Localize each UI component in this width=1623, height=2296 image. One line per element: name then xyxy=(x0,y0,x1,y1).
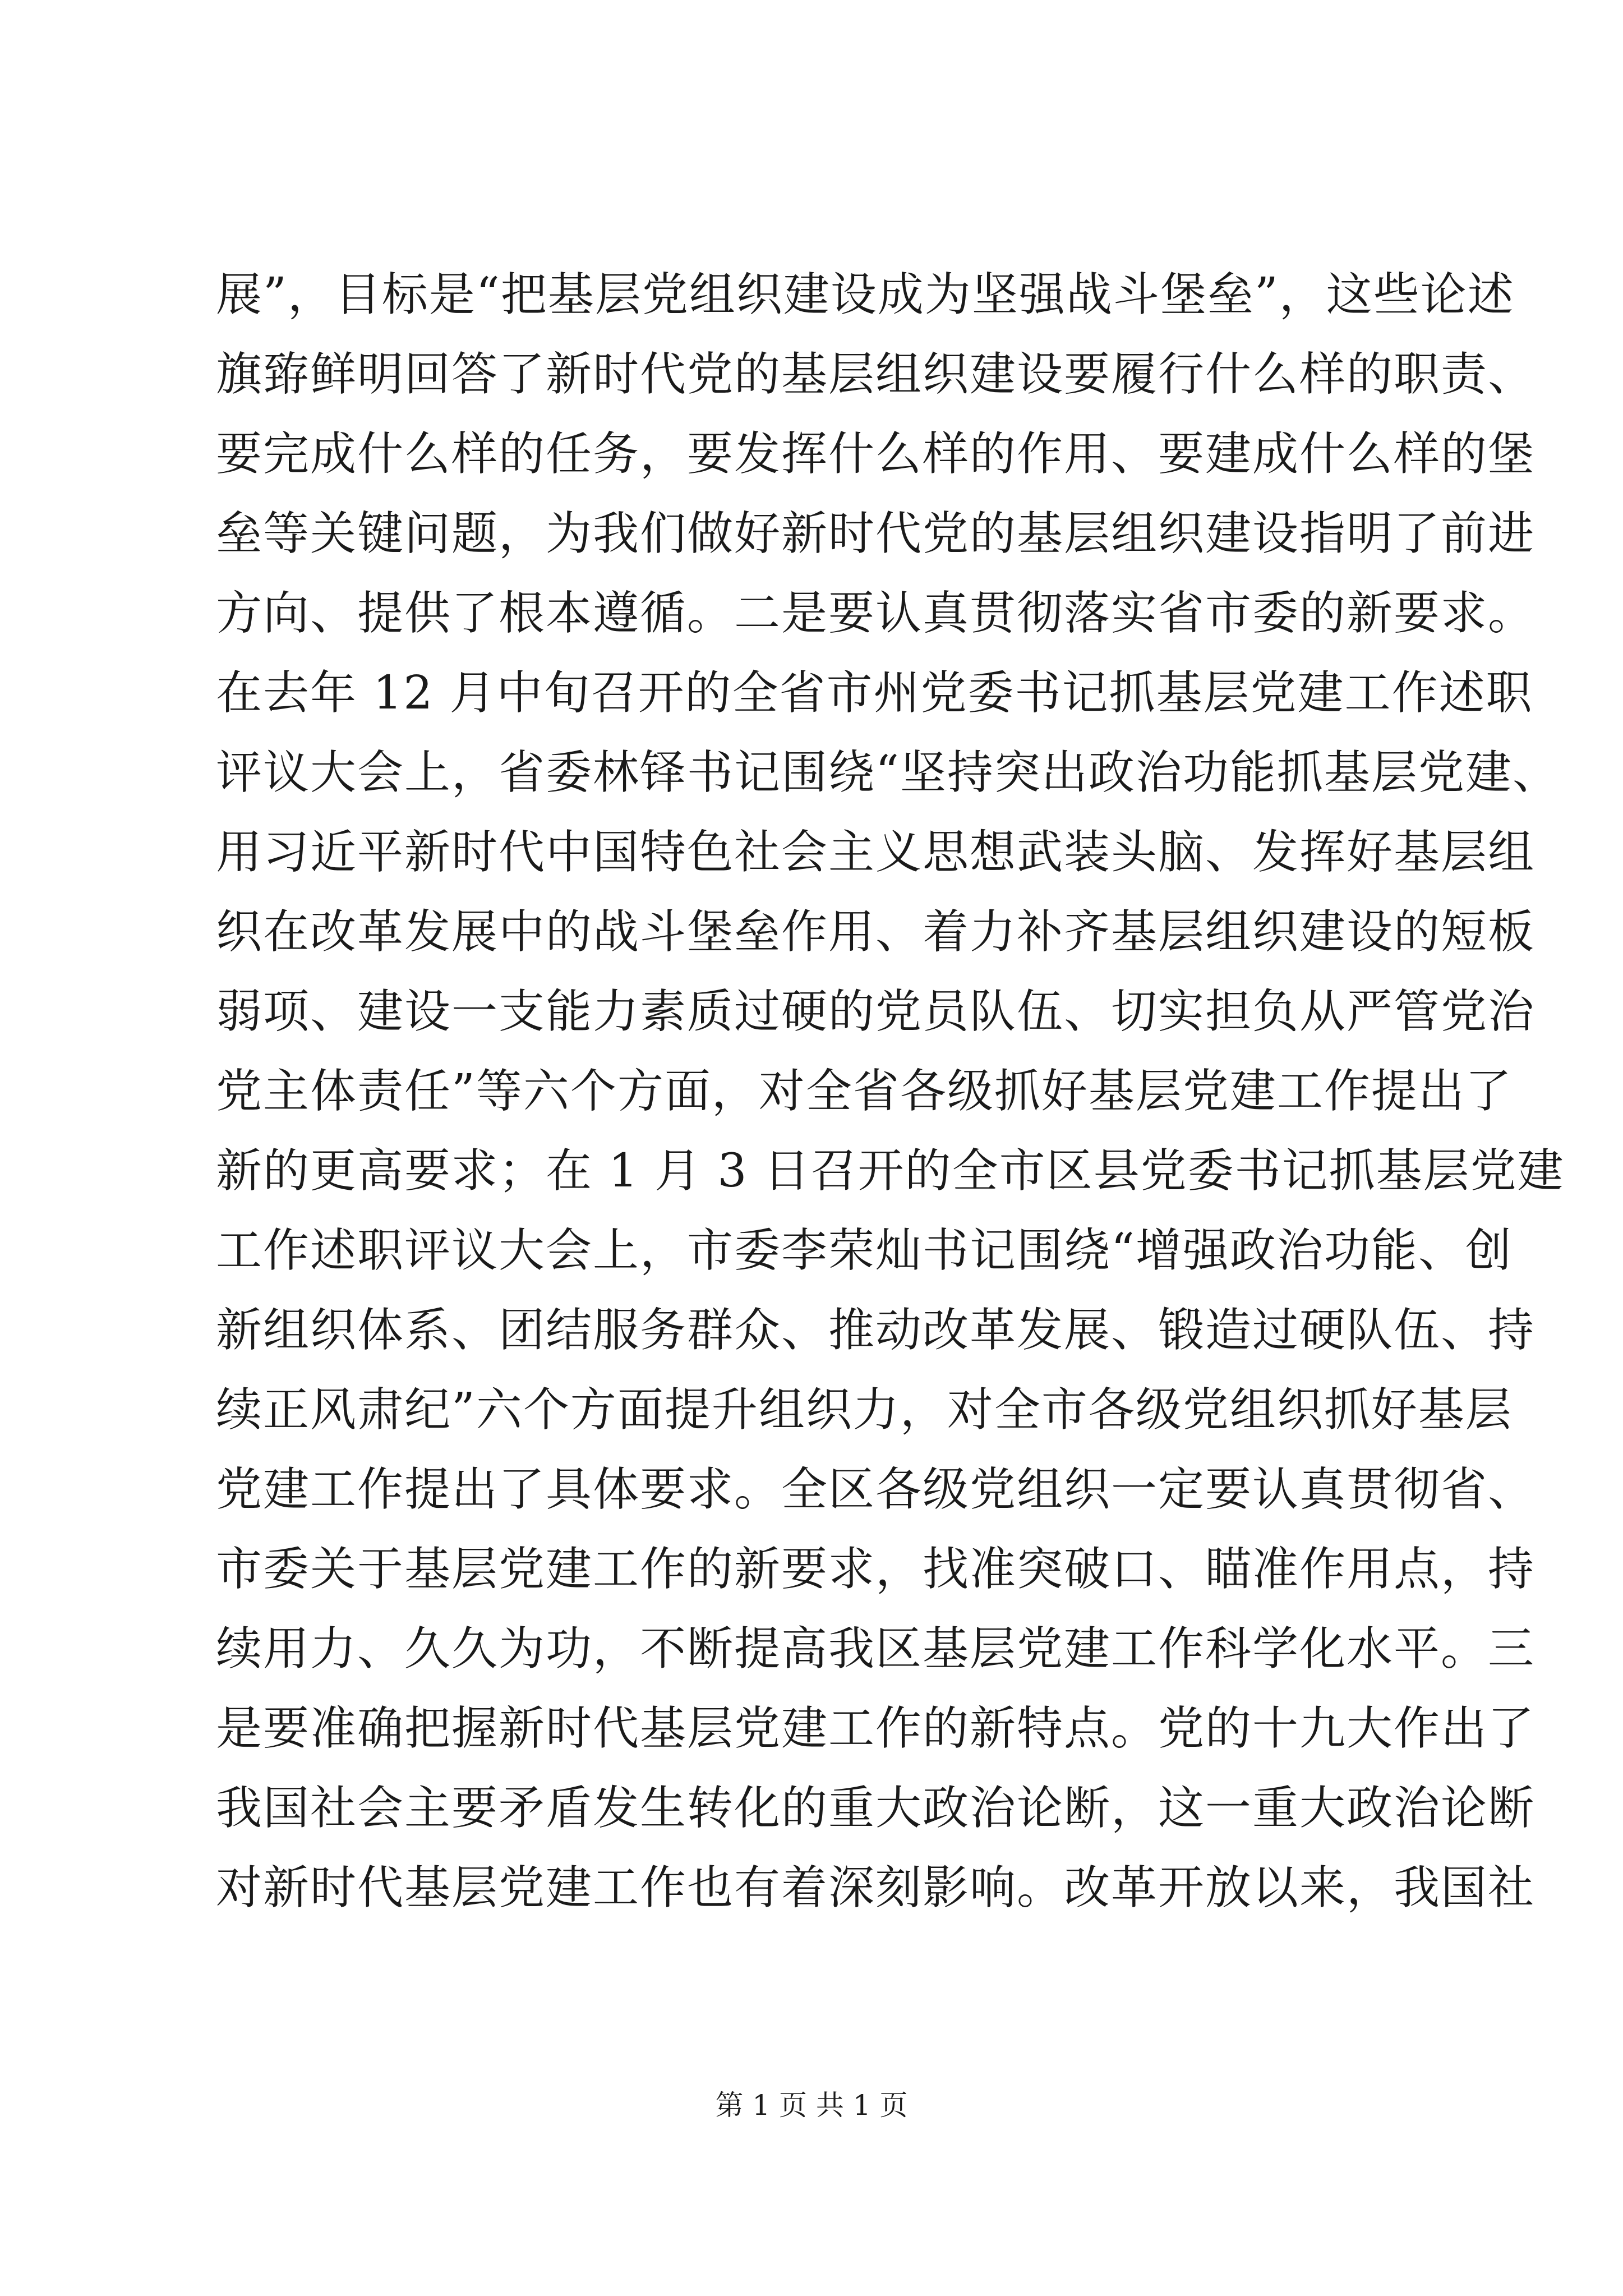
text-line: 续正风肃纪”六个方面提升组织力，对全市各级党组织抓好基层 xyxy=(216,1383,1513,1437)
text-line: 党建工作提出了具体要求。全区各级党组织一定要认真贯彻省、 xyxy=(216,1463,1536,1516)
text-line: 我国社会主要矛盾发生转化的重大政治论断，这一重大政治论断 xyxy=(216,1782,1536,1835)
text-line: 新组织体系、团结服务群众、推动改革发展、锻造过硬队伍、持 xyxy=(216,1304,1536,1357)
text-line: 在去年 12 月中旬召开的全省市州党委书记抓基层党建工作述职 xyxy=(216,666,1533,720)
text-line: 用习近平新时代中国特色社会主义思想武装头脑、发挥好基层组 xyxy=(216,826,1536,879)
text-line: 新的更高要求；在 1 月 3 日召开的全市区县党委书记抓基层党建 xyxy=(216,1144,1565,1198)
text-line: 垒等关键问题，为我们做好新时代党的基层组织建设指明了前进 xyxy=(216,507,1536,560)
text-line: 市委关于基层党建工作的新要求，找准突破口、瞄准作用点，持 xyxy=(216,1543,1536,1596)
text-line: 续用力、久久为功，不断提高我区基层党建工作科学化水平。三 xyxy=(216,1622,1536,1676)
text-line: 对新时代基层党建工作也有着深刻影响。改革开放以来，我国社 xyxy=(216,1861,1536,1915)
text-line: 评议大会上，省委林铎书记围绕“坚持突出政治功能抓基层党建、 xyxy=(216,746,1560,799)
text-line: 方向、提供了根本遵循。二是要认真贯彻落实省市委的新要求。 xyxy=(216,587,1536,640)
document-body xyxy=(216,255,1565,1928)
text-line: 工作述职评议大会上，市委李荣灿书记围绕“增强政治功能、创 xyxy=(216,1224,1513,1277)
page-number-footer: 第 1 页 共 1 页 xyxy=(715,2089,908,2122)
text-line: 是要准确把握新时代基层党建工作的新特点。党的十九大作出了 xyxy=(216,1702,1536,1755)
text-line: 党主体责任”等六个方面，对全省各级抓好基层党建工作提出了 xyxy=(216,1065,1513,1118)
text-line: 要完成什么样的任务，要发挥什么样的作用、要建成什么样的堡 xyxy=(216,427,1536,481)
text-line: 展”，目标是“把基层党组织建设成为坚强战斗堡垒”，这些论述 xyxy=(216,268,1515,321)
text-line: 织在改革发展中的战斗堡垒作用、着力补齐基层组织建设的短板 xyxy=(216,905,1536,959)
text-line: 弱项、建设一支能力素质过硬的党员队伍、切实担负从严管党治 xyxy=(216,985,1536,1038)
text-line: 旗臶鲜明回答了新时代党的基层组织建设要履行什么样的职责、 xyxy=(216,348,1536,401)
